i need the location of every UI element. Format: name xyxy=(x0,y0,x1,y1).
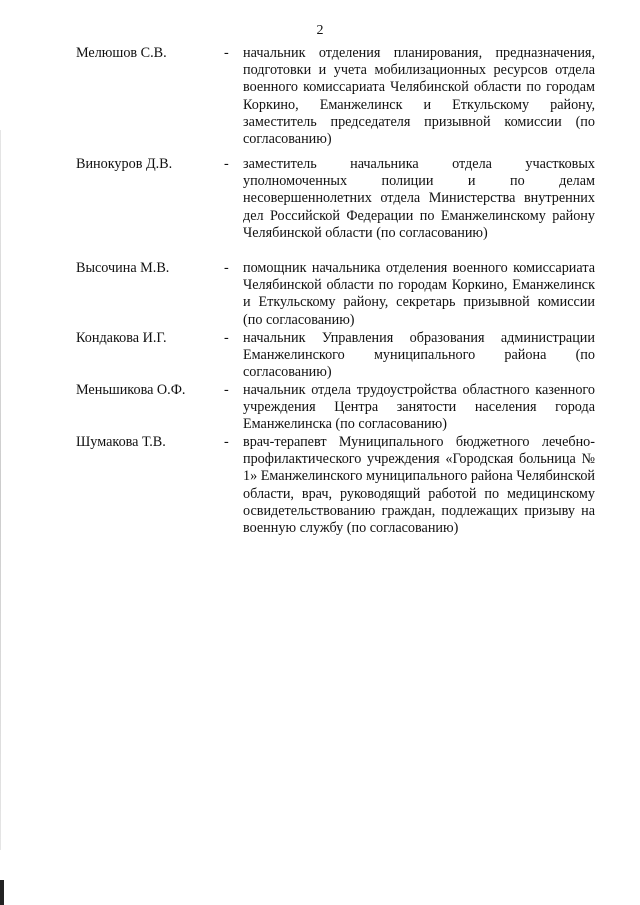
member-entry xyxy=(0,260,640,330)
member-position: начальник Управления образования администрации Еманжелинского муниципального района (по согласованию) xyxy=(243,330,595,381)
scan-edge-mark xyxy=(0,130,1,850)
member-name: Шумакова Т.В. xyxy=(76,434,166,450)
member-name: Мелюшов С.В. xyxy=(76,45,167,61)
separator-dash: - xyxy=(224,434,229,450)
member-name: Винокуров Д.В. xyxy=(76,156,173,172)
member-entry xyxy=(0,330,640,382)
member-position: врач-терапевт Муниципального бюджетного лечебно-профилактического учреждения «Городская больница № 1» Еманжелинского муниципального района Челябинской области, врач, руководящий работой по медицинскому освидетельствованию граждан, подлежащих призыву на военную службу (по согласованию) xyxy=(243,434,596,537)
separator-dash: - xyxy=(224,260,229,276)
member-name: Высочина М.В. xyxy=(76,260,170,276)
member-entry xyxy=(0,156,640,260)
member-position: заместитель начальника отдела участковых уполномоченных полиции и по делам несовершеннолетних отдела Министерства внутренних дел Российской Федерации по Еманжелинскому району Челябинской области (по согласованию) xyxy=(243,156,595,241)
member-entry xyxy=(0,45,640,156)
scan-corner-mark xyxy=(0,880,4,905)
member-name: Кондакова И.Г. xyxy=(76,330,167,346)
page-number: 2 xyxy=(316,23,324,38)
commission-member-list xyxy=(0,45,640,554)
member-position: помощник начальника отделения военного комиссариата Челябинской области по городам Коркино, Еманжелинск и Еткульскому району, секретарь призывной комиссии (по согласованию) xyxy=(243,260,595,328)
member-entry xyxy=(0,382,640,434)
separator-dash: - xyxy=(224,330,229,346)
separator-dash: - xyxy=(224,45,229,61)
member-name: Меньшикова О.Ф. xyxy=(76,382,186,398)
member-position: начальник отделения планирования, предназначения, подготовки и учета мобилизационных ресурсов отдела военного комиссариата Челябинской области по городам Коркино, Еманжелинск и Еткульскому району, заместитель председателя призывной комиссии (по согласованию) xyxy=(243,45,595,148)
separator-dash: - xyxy=(224,156,229,172)
member-position: начальник отдела трудоустройства областного казенного учреждения Центра занятости населения города Еманжелинска (по согласованию) xyxy=(243,382,595,433)
separator-dash: - xyxy=(224,382,229,398)
member-entry xyxy=(0,434,640,554)
